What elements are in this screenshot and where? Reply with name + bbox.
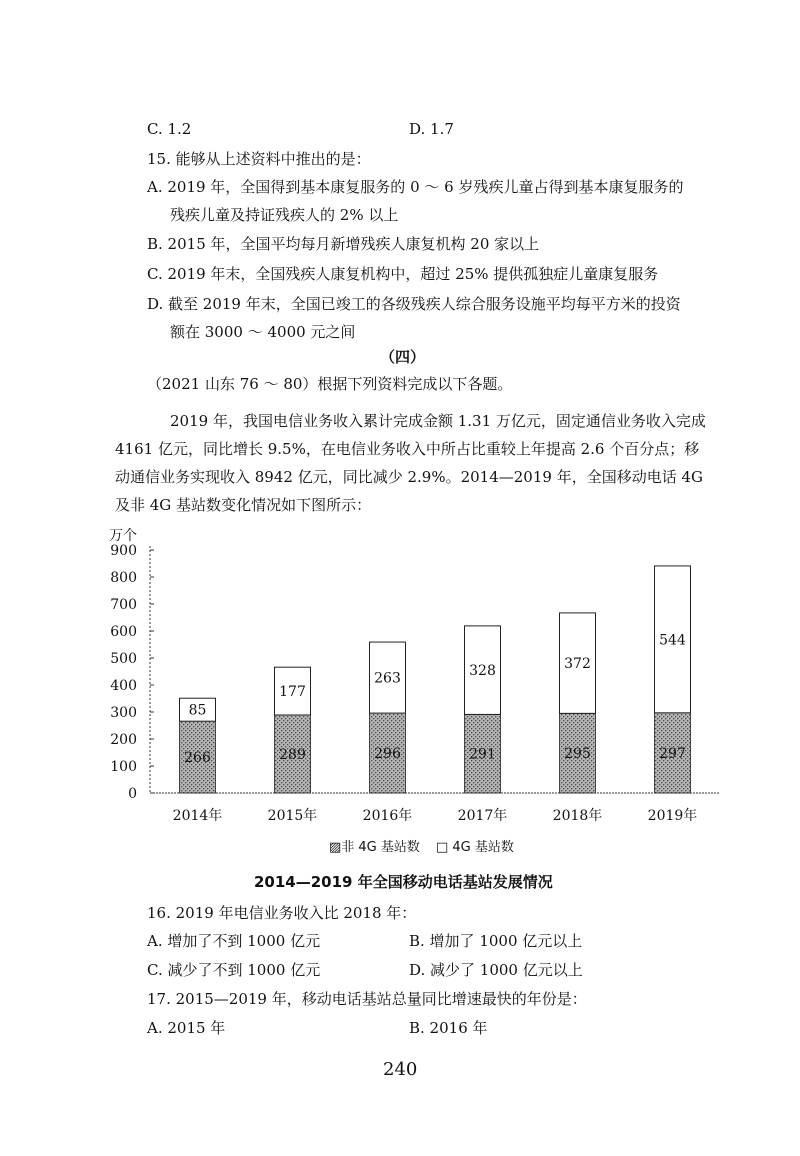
q15-option-d-line2: 额在 3000 ～ 4000 元之间 bbox=[170, 323, 356, 341]
q15-option-c: C. 2019 年末，全国残疾人康复机构中，超过 25% 提供孤独症儿童康复服务 bbox=[147, 265, 659, 283]
material-line-1: 2019 年，我国电信业务收入累计完成金额 1.31 万亿元，固定通信业务收入完成 bbox=[170, 412, 706, 430]
y-tick-label: 400 bbox=[110, 678, 137, 694]
bar-label-4g: 263 bbox=[374, 670, 401, 687]
legend-4g: □ 4G 基站数 bbox=[436, 840, 514, 855]
bar-label-4g: 372 bbox=[564, 656, 591, 673]
y-tick-label: 800 bbox=[110, 570, 137, 586]
y-tick-label: 900 bbox=[110, 543, 137, 559]
q14-option-c: C. 1.2 bbox=[147, 120, 192, 138]
bar-label-non4g: 266 bbox=[184, 750, 211, 767]
y-tick-label: 300 bbox=[110, 705, 137, 721]
x-category-label: 2014年 bbox=[172, 808, 223, 824]
q15-stem: 15. 能够从上述资料中推出的是： bbox=[147, 150, 371, 168]
material-line-2: 4161 亿元，同比增长 9.5%，在电信业务收入中所占比重较上年提高 2.6 个百分点；移 bbox=[115, 440, 700, 458]
base-station-chart bbox=[105, 526, 745, 856]
q16-option-d: D. 减少了 1000 亿元以上 bbox=[409, 961, 583, 979]
q17-option-a: A. 2015 年 bbox=[147, 1019, 226, 1037]
material-line-4: 及非 4G 基站数变化情况如下图所示： bbox=[115, 496, 372, 514]
q15-option-a-line2: 残疾儿童及持证残疾人的 2% 以上 bbox=[170, 206, 399, 224]
q15-option-a-line1: A. 2019 年，全国得到基本康复服务的 0 ～ 6 岁残疾儿童占得到基本康复服务的 bbox=[147, 178, 684, 196]
bar-label-4g: 544 bbox=[659, 632, 686, 649]
bar-label-non4g: 289 bbox=[279, 746, 306, 763]
x-category-label: 2017年 bbox=[457, 808, 508, 824]
x-category-label: 2015年 bbox=[267, 808, 318, 824]
x-category-label: 2019年 bbox=[647, 808, 698, 824]
bar-label-non4g: 297 bbox=[659, 745, 686, 762]
q16-option-b: B. 增加了 1000 亿元以上 bbox=[409, 932, 583, 950]
y-axis-unit-label: 万个 bbox=[109, 528, 137, 544]
q15-option-d-line1: D. 截至 2019 年末，全国已竣工的各级残疾人综合服务设施平均每平方米的投资 bbox=[147, 295, 681, 313]
chart-title: 2014—2019 年全国移动电话基站发展情况 bbox=[254, 873, 553, 891]
section-title: （四） bbox=[380, 348, 426, 366]
x-category-label: 2016年 bbox=[362, 808, 413, 824]
y-tick-label: 500 bbox=[110, 651, 137, 667]
q14-option-d: D. 1.7 bbox=[409, 120, 454, 138]
bar-label-non4g: 296 bbox=[374, 746, 401, 763]
q17-option-b: B. 2016 年 bbox=[409, 1019, 488, 1037]
material-line-3: 动通信业务实现收入 8942 亿元，同比减少 2.9%。2014—2019 年，全国移动电话 4G bbox=[115, 468, 703, 486]
bar-label-non4g: 291 bbox=[469, 746, 496, 763]
y-tick-label: 700 bbox=[110, 597, 137, 613]
y-tick-label: 0 bbox=[128, 786, 137, 802]
y-tick-label: 200 bbox=[110, 732, 137, 748]
y-tick-label: 100 bbox=[110, 759, 137, 775]
q16-option-c: C. 减少了不到 1000 亿元 bbox=[147, 961, 321, 979]
page-number: 240 bbox=[383, 1059, 418, 1080]
q16-option-a: A. 增加了不到 1000 亿元 bbox=[147, 932, 321, 950]
bar-label-non4g: 295 bbox=[564, 746, 591, 763]
section-source: （2021 山东 76 ～ 80）根据下列资料完成以下各题。 bbox=[147, 375, 513, 393]
q15-option-b: B. 2015 年，全国平均每月新增残疾人康复机构 20 家以上 bbox=[147, 235, 540, 253]
bar-label-4g: 328 bbox=[469, 663, 496, 680]
x-category-label: 2018年 bbox=[552, 808, 603, 824]
bar-label-4g: 177 bbox=[279, 684, 306, 701]
y-tick-label: 600 bbox=[110, 624, 137, 640]
q16-stem: 16. 2019 年电信业务收入比 2018 年： bbox=[147, 904, 417, 922]
bar-label-4g: 85 bbox=[188, 702, 207, 719]
legend-non4g: ▨非 4G 基站数 bbox=[329, 840, 420, 855]
q17-stem: 17. 2015—2019 年，移动电话基站总量同比增速最快的年份是： bbox=[147, 990, 587, 1008]
